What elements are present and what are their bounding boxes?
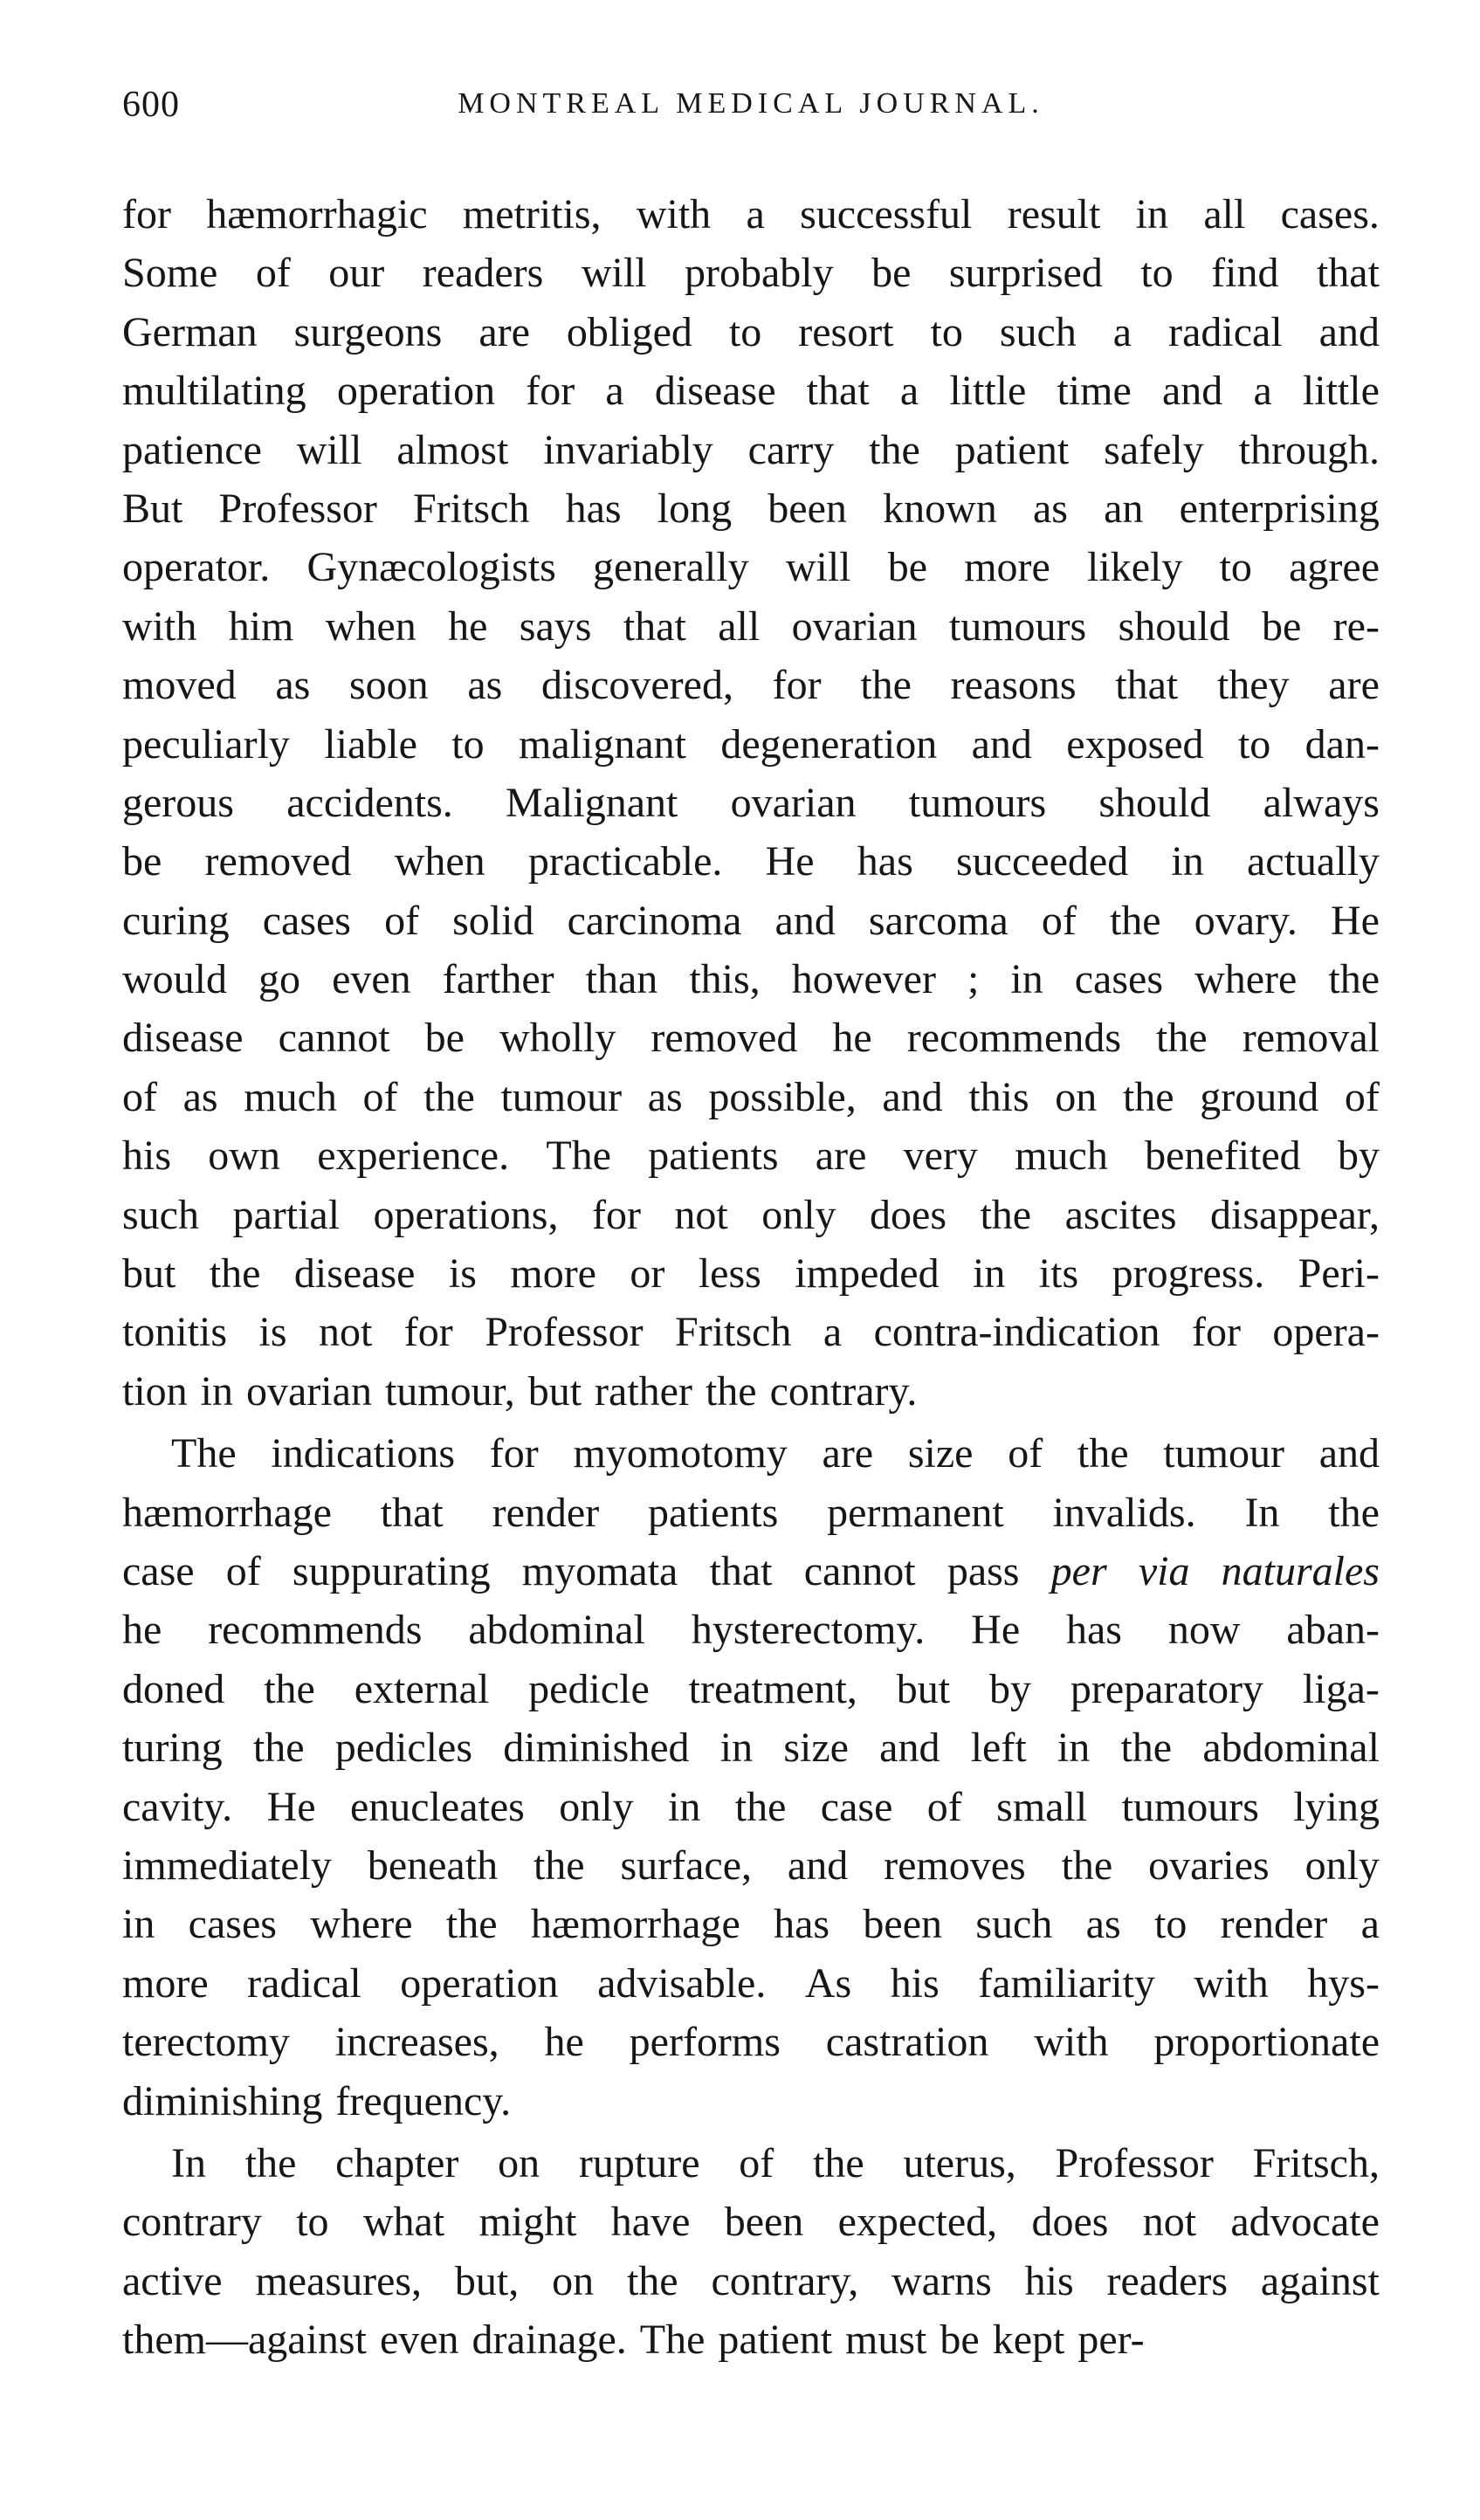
text-line: disease cannot be wholly removed he recommends the removal [122,1015,1380,1062]
text-line: contrary to what might have been expected, does not advocate [122,2199,1380,2246]
text-line: active measures, but, on the contrary, warns his readers against [122,2257,1380,2304]
text-line: Some of our readers will probably be surprised to find that [122,250,1380,297]
page-number: 600 [122,85,180,125]
text-line: tion in ovarian tumour, but rather the contrary. [122,1367,918,1415]
text-line: patience will almost invariably carry the patient safely through. [122,426,1380,473]
text-line: with him when he says that all ovarian tumours should be re- [122,602,1380,650]
text-line: his own experience. The patients are very much benefited by [122,1133,1380,1180]
paragraph [122,185,1380,1421]
text-line: turing the pedicles diminished in size and left in the abdominal [122,1725,1380,1772]
text-line: of as much of the tumour as possible, and this on the ground of [122,1073,1380,1120]
text-line: multilating operation for a disease that a little time and a little [122,368,1380,415]
text-line: But Professor Fritsch has long been known as an enterprising [122,485,1380,532]
text-line: he recommends abdominal hysterectomy. He has now aban- [122,1607,1380,1654]
text-line: more radical operation advisable. As his familiarity with hys- [122,1959,1380,2007]
text-line: peculiarly liable to malignant degeneration and exposed to dan- [122,720,1380,768]
text-line: gerous accidents. Malignant ovarian tumours should always [122,779,1380,826]
text-line: cavity. He enucleates only in the case of small tumours lying [122,1783,1380,1830]
text-line: in cases where the hæmorrhage has been such as to render a [122,1901,1380,1948]
text-line: hæmorrhage that render patients permanent invalids. In the [122,1489,1380,1536]
text-line: such partial operations, for not only does the ascites disappear, [122,1191,1380,1238]
text-line: German surgeons are obliged to resort to such a radical and [122,308,1380,355]
text-line: be removed when practicable. He has succeeded in actually [122,838,1380,885]
text-line: but the disease is more or less impeded in its progress. Peri- [122,1250,1380,1298]
text-line: doned the external pedicle treatment, but by preparatory liga- [122,1665,1380,1712]
running-head [122,84,1380,136]
text-line: case of suppurating myomata that cannot pass per via naturales [122,1547,1380,1594]
paragraph [122,2134,1380,2370]
paragraph [122,1424,1380,2131]
text-line: immediately beneath the surface, and removes the ovaries only [122,1842,1380,1889]
text-line: them—against even drainage. The patient must be kept per- [122,2317,1145,2364]
text-line: for hæmorrhagic metritis, with a successful result in all cases. [122,191,1380,238]
article-body [122,185,1380,2369]
text-line: tonitis is not for Professor Fritsch a contra-indication for opera- [122,1309,1380,1356]
text-line: operator. Gynæcologists generally will be more likely to agree [122,544,1380,591]
text-line: moved as soon as discovered, for the reasons that they are [122,662,1380,709]
text-line: diminishing frequency. [122,2077,512,2124]
text-line: would go even farther than this, however ; in cases where the [122,956,1380,1003]
text-line: curing cases of solid carcinoma and sarcoma of the ovary. He [122,897,1380,944]
journal-title: MONTREAL MEDICAL JOURNAL. [458,87,1044,120]
text-line: In the chapter on rupture of the uterus, Professor Fritsch, [171,2139,1380,2186]
text-line: The indications for myomotomy are size of the tumour and [171,1430,1380,1477]
text-line: terectomy increases, he performs castration with proportionate [122,2019,1380,2066]
